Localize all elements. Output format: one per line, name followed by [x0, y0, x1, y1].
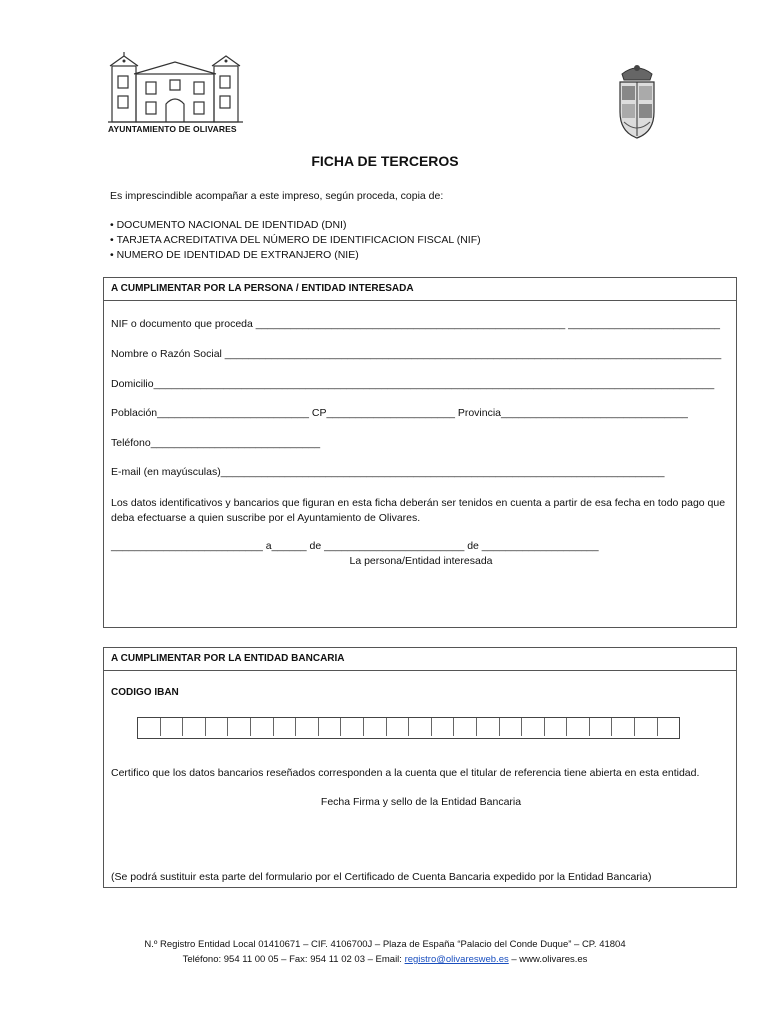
iban-cell[interactable] [612, 718, 635, 736]
iban-cell[interactable] [228, 718, 251, 736]
iban-cell[interactable] [409, 718, 432, 736]
iban-input-grid[interactable] [137, 717, 680, 739]
signature-label: La persona/Entidad interesada [349, 555, 493, 567]
bank-section [103, 647, 737, 888]
list-item: • TARJETA ACREDITATIVA DEL NÚMERO DE IDENTIFICACION FISCAL (NIF) [110, 233, 481, 248]
email-field[interactable]: E-mail (en mayúsculas)____________________________________________________________________________ [111, 466, 665, 478]
iban-cell[interactable] [387, 718, 410, 736]
iban-cell[interactable] [590, 718, 613, 736]
iban-cell[interactable] [341, 718, 364, 736]
date-line[interactable]: __________________________ a______ de ________________________ de ____________________ [111, 540, 599, 552]
iban-cell[interactable] [500, 718, 523, 736]
documents-list [110, 218, 481, 263]
list-item: • DOCUMENTO NACIONAL DE IDENTIDAD (DNI) [110, 218, 481, 233]
address-field[interactable]: Domicilio________________________________________________________________________________________________ [111, 378, 715, 390]
footer-contact-prefix: Teléfono: 954 11 00 05 – Fax: 954 11 02 03 – Email: [182, 954, 405, 965]
certify-text: Certifico que los datos bancarios reseñados corresponden a la cuenta que el titular de referencia tiene abierta en esta entidad. [111, 767, 700, 779]
iban-cell[interactable] [567, 718, 590, 736]
iban-cell[interactable] [432, 718, 455, 736]
iban-label: CODIGO IBAN [111, 687, 179, 698]
phone-field[interactable]: Teléfono_____________________________ [111, 437, 321, 449]
location-field[interactable]: Población__________________________ CP______________________ Provincia________________________________ [111, 407, 688, 419]
iban-cell[interactable] [251, 718, 274, 736]
iban-cell[interactable] [161, 718, 184, 736]
section-heading: A CUMPLIMENTAR POR LA ENTIDAD BANCARIA [104, 648, 736, 671]
interested-party-section [103, 277, 737, 628]
iban-cell[interactable] [658, 718, 680, 736]
iban-cell[interactable] [545, 718, 568, 736]
iban-cell[interactable] [138, 718, 161, 736]
iban-cell[interactable] [454, 718, 477, 736]
iban-cell[interactable] [296, 718, 319, 736]
section-heading: A CUMPLIMENTAR POR LA PERSONA / ENTIDAD INTERESADA [104, 278, 736, 301]
iban-cell[interactable] [522, 718, 545, 736]
name-field[interactable]: Nombre o Razón Social _____________________________________________________________________________________ [111, 348, 722, 360]
footer-registry: N.º Registro Entidad Local 01410671 – CIF. 4106700J – Plaza de España “Palacio del Conde Duque” – CP. 41804 [144, 939, 626, 950]
list-item: • NUMERO DE IDENTIDAD DE EXTRANJERO (NIE) [110, 248, 481, 263]
page-title: FICHA DE TERCEROS [311, 153, 459, 169]
intro-text: Es imprescindible acompañar a este impreso, según proceda, copia de: [110, 190, 444, 202]
iban-cell[interactable] [477, 718, 500, 736]
iban-cell[interactable] [206, 718, 229, 736]
iban-cell[interactable] [319, 718, 342, 736]
iban-cell[interactable] [183, 718, 206, 736]
footer-contact-suffix: – www.olivares.es [508, 954, 588, 965]
data-usage-note: Los datos identificativos y bancarios que figuran en esta ficha deberán ser tenidos en cuenta a partir de esa fecha en todo pago que deba efectuarse a quien suscribe por el Ayuntamiento de Olivares. [111, 497, 726, 524]
coat-of-arms-logo [614, 60, 660, 140]
stamp-label: Fecha Firma y sello de la Entidad Bancaria [320, 796, 522, 808]
iban-cell[interactable] [364, 718, 387, 736]
footer-contact [0, 952, 770, 967]
logo-caption: AYUNTAMIENTO DE OLIVARES [108, 124, 237, 134]
iban-cell[interactable] [274, 718, 297, 736]
replace-note: (Se podrá sustituir esta parte del formulario por el Certificado de Cuenta Bancaria expedido por la Entidad Bancaria) [111, 871, 652, 883]
email-link[interactable]: registro@olivaresweb.es [404, 954, 509, 965]
nif-field[interactable]: NIF o documento que proceda _____________________________________________________ __________________________ [111, 318, 720, 330]
iban-cell[interactable] [635, 718, 658, 736]
